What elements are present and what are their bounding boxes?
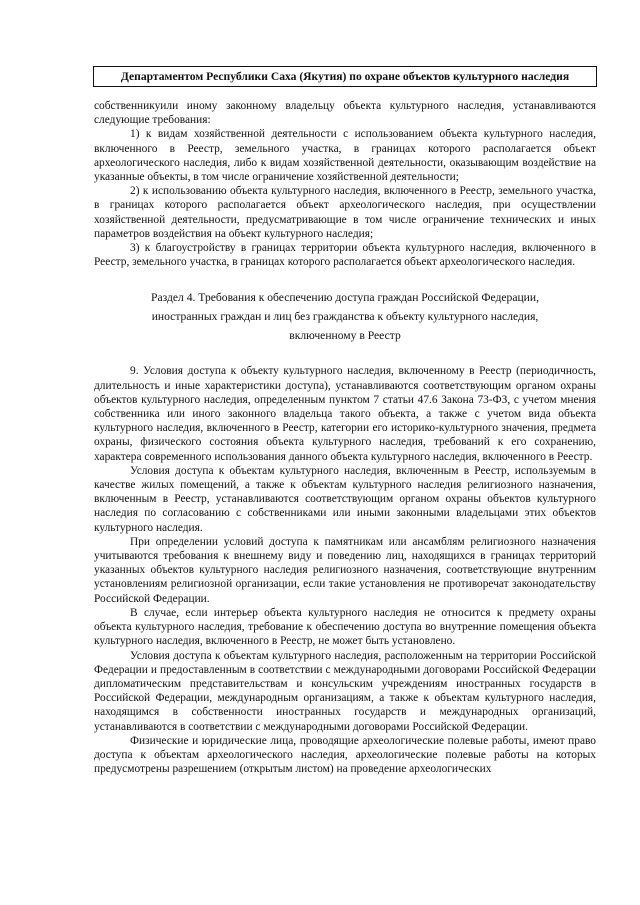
paragraph-interior: В случае, если интерьер объекта культурного наследия не относится к предмету охраны объекта культурного наследия, требование к обеспечению доступа во внутренние помещения объекта культурного наследия, включенного в Реестр, не может быть установлено. [94,606,596,648]
section-title-line-3: включенному в Реестр [289,329,401,343]
paragraph-archaeological-works: Физические и юридические лица, проводящие археологические полевые работы, имеют право доступа к объектам археологического наследия, археологические полевые работы на которых предусмотрены разрешением (открытым листом) на проведение археологических [94,734,596,776]
section-4-title [94,288,596,345]
requirement-item-2: 2) к использованию объекта культурного наследия, включенного в Реестр, земельного участка, в границах которого располагается объект археологического наследия, при осуществлении хозяйственной деятельности, предусматривающие в том числе ограничение технических и иных параметров воздействия на объект культурного наследия; [94,185,596,240]
section-title-line-1: Раздел 4. Требования к обеспечению доступа граждан Российской Федерации, [151,291,539,305]
paragraph-residential-religious-access: Условия доступа к объектам культурного наследия, включенным в Реестр, используемым в качестве жилых помещений, а также к объектам культурного наследия религиозного назначения, включенным в Реестр, устанавливаются соответствующим органом охраны объектов культурного наследия по согласованию с собственниками или иными законными владельцами этих объектов культурного наследия. [94,464,596,534]
paragraph-international: Условия доступа к объектам культурного наследия, расположенным на территории Российской Федерации и предоставленным в соответствии с международными договорами Российской Федерации дипломатическим представительствам и консульским учреждениям иностранных государств в Российской Федерации, международным организациям, а также к объектам культурного наследия, находящимся в собственности иностранных государств и международных организаций, устанавливаются в соответствии с международными договорами Российской Федерации. [94,649,596,733]
paragraph-continuation: собственникуили иному законному владельцу объекта культурного наследия, устанавливаются следующие требования: [94,100,596,127]
section-spacer [94,345,596,364]
document-header-box [93,66,597,87]
requirement-item-1: 1) к видам хозяйственной деятельности с использованием объекта культурного наследия, включенного в Реестр, земельного участка, в границах которого располагается объект археологического наследия, либо к видам хозяйственной деятельности, оказывающим воздействие на указанные объекты, в том числе ограничение хозяйственной деятельности; [94,128,596,184]
document-body [94,99,596,776]
requirement-item-3: 3) к благоустройству в границах территории объекта культурного наследия, включенного в Реестр, земельного участка, в границах которого располагается объект археологического наследия. [94,242,596,269]
section-title-line-2: иностранных граждан и лиц без гражданства к объекту культурного наследия, [151,310,539,324]
document-header-title: Департаментом Республики Саха (Якутия) по охране объектов культурного наследия [120,70,570,83]
paragraph-9: 9. Условия доступа к объекту культурного наследия, включенному в Реестр (периодичность, длительность и иные характеристики доступа), устанавливаются соответствующим органом охраны объектов культурного наследия, определенным пунктом 7 статьи 47.6 Закона 73-ФЗ, с учетом мнения собственника или иного законного владельца такого объекта, а также с учетом вида объекта культурного наследия, включенного в Реестр, категории его историко-культурного значения, предмета охраны, физического состояния объекта культурного наследия, требований к его сохранению, характера современного использования данного объекта культурного наследия, включенного в Реестр. [94,365,596,463]
paragraph-religious-ensembles: При определении условий доступа к памятникам или ансамблям религиозного назначения учитываются требования к внешнему виду и поведению лиц, находящихся в границах территорий указанных объектов культурного наследия религиозного назначения, соответствующие внутренним установлениям религиозной организации, если такие установления не противоречат законодательству Российской Федерации. [94,535,596,605]
